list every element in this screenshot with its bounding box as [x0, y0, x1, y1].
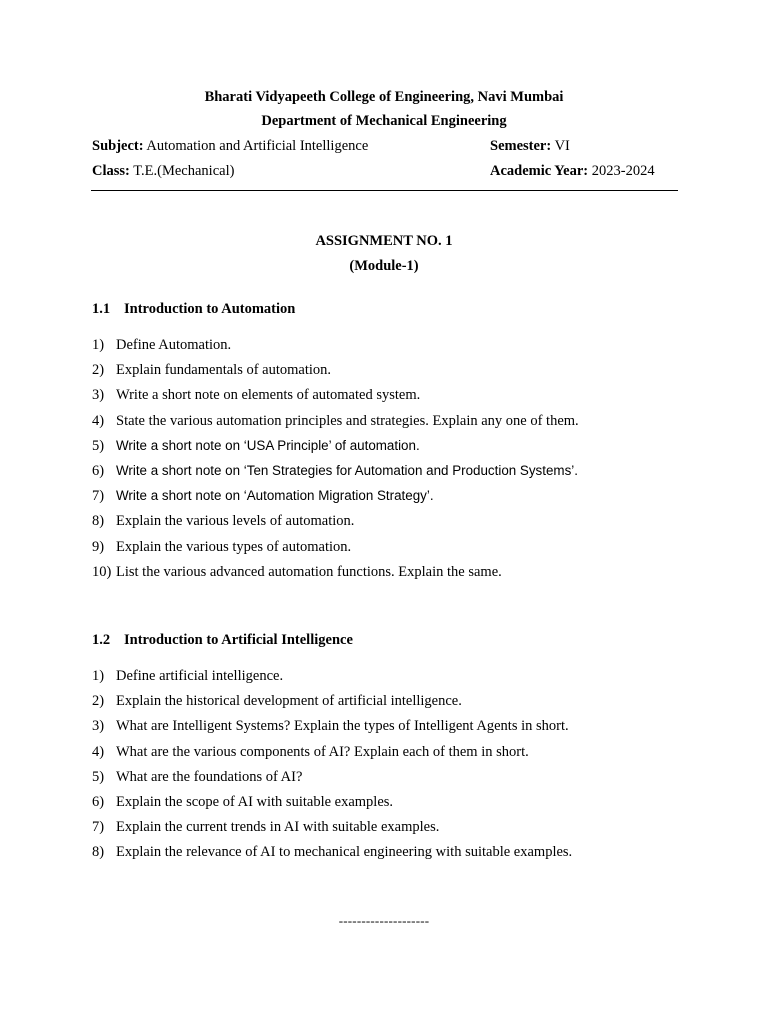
list-item	[92, 336, 692, 361]
question-number: 8)	[92, 844, 105, 861]
list-item	[92, 462, 692, 487]
class-label: Class:	[92, 163, 130, 179]
subject-value: Automation and Artificial Intelligence	[146, 138, 369, 154]
list-item	[92, 717, 692, 742]
question-text: Write a short note on elements of automated system.	[116, 387, 421, 404]
question-text: Explain the various levels of automation.	[116, 513, 355, 530]
list-item	[92, 692, 692, 717]
academic-year-field	[490, 162, 655, 180]
question-text: Define artificial intelligence.	[116, 668, 284, 684]
list-item	[92, 768, 692, 793]
question-number: 7)	[92, 819, 105, 836]
question-text: What are Intelligent Systems? Explain the types of Intelligent Agents in short.	[116, 718, 569, 735]
section-number: 1.1	[92, 301, 111, 317]
class-value: T.E.(Mechanical)	[133, 163, 235, 179]
list-item	[92, 386, 692, 411]
subject-label: Subject:	[92, 138, 144, 154]
section-heading-ai	[92, 631, 353, 649]
list-item	[92, 843, 692, 868]
question-list-ai	[92, 667, 692, 869]
list-item	[92, 818, 692, 843]
list-item	[92, 667, 692, 692]
academic-year-value: 2023-2024	[591, 163, 655, 179]
question-number: 2)	[92, 693, 105, 710]
question-number: 3)	[92, 718, 105, 735]
question-list-automation	[92, 336, 692, 588]
list-item	[92, 487, 692, 512]
question-number: 4)	[92, 412, 105, 429]
question-number: 5)	[92, 768, 105, 785]
end-separator: --------------------	[338, 913, 430, 928]
question-text: What are the various components of AI? Explain each of them in short.	[116, 743, 529, 760]
section-title: Introduction to Automation	[124, 301, 296, 317]
section-heading-automation	[92, 300, 295, 318]
question-number: 8)	[92, 513, 105, 530]
question-number: 6)	[92, 793, 105, 810]
list-item	[92, 743, 692, 768]
list-item	[92, 437, 692, 462]
class-field	[92, 162, 234, 180]
subject-field	[92, 137, 368, 155]
question-number: 2)	[92, 362, 105, 379]
question-number: 7)	[92, 488, 105, 505]
question-text: Explain the scope of AI with suitable examples.	[116, 793, 394, 810]
assignment-title: ASSIGNMENT NO. 1	[315, 233, 453, 249]
question-number: 9)	[92, 538, 105, 555]
college-name: Bharati Vidyapeeth College of Engineering, Navi Mumbai	[204, 89, 564, 105]
question-number: 6)	[92, 462, 105, 479]
section-title: Introduction to Artificial Intelligence	[124, 632, 353, 648]
assignment-module: (Module-1)	[349, 258, 419, 274]
question-text: Write a short note on ‘USA Principle’ of automation.	[116, 437, 420, 453]
question-number: 3)	[92, 387, 105, 404]
list-item	[92, 412, 692, 437]
list-item	[92, 361, 692, 386]
academic-year-label: Academic Year:	[490, 163, 589, 179]
question-number: 1)	[92, 668, 105, 684]
header-divider	[91, 190, 678, 191]
semester-label: Semester:	[490, 138, 552, 154]
section-number: 1.2	[92, 632, 111, 648]
question-number: 10)	[92, 563, 112, 580]
question-text: Explain the various types of automation.	[116, 538, 352, 555]
question-number: 1)	[92, 337, 105, 353]
list-item	[92, 512, 692, 537]
question-number: 4)	[92, 743, 105, 760]
question-text: Define Automation.	[116, 337, 232, 353]
question-text: State the various automation principles and strategies. Explain any one of them.	[116, 412, 579, 429]
semester-field	[490, 137, 570, 155]
semester-value: VI	[554, 138, 570, 154]
question-number: 5)	[92, 437, 105, 454]
question-text: Write a short note on ‘Automation Migration Strategy’.	[116, 488, 434, 504]
department-name: Department of Mechanical Engineering	[261, 113, 507, 129]
question-text: Explain the historical development of artificial intelligence.	[116, 693, 462, 710]
question-text: Explain the relevance of AI to mechanical engineering with suitable examples.	[116, 844, 573, 861]
question-text: List the various advanced automation functions. Explain the same.	[116, 563, 502, 580]
question-text: Write a short note on ‘Ten Strategies for Automation and Production Systems’.	[116, 462, 578, 478]
question-text: What are the foundations of AI?	[116, 768, 303, 785]
list-item	[92, 563, 692, 588]
list-item	[92, 538, 692, 563]
list-item	[92, 793, 692, 818]
question-text: Explain the current trends in AI with suitable examples.	[116, 819, 440, 836]
question-text: Explain fundamentals of automation.	[116, 362, 332, 379]
